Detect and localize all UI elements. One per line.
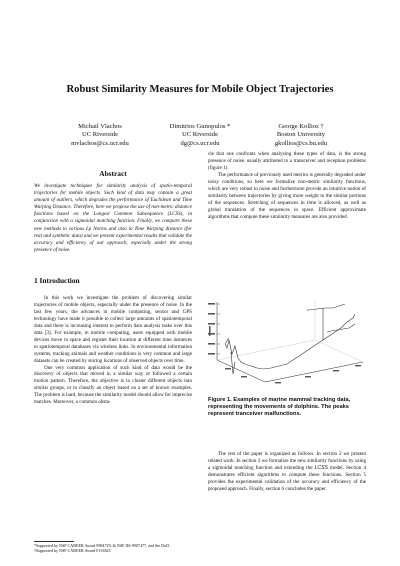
author-email: dg@cs.ucr.edu — [180, 139, 220, 147]
right-column-top — [208, 151, 366, 221]
author-email: gkollios@cs.bu.edu — [274, 139, 328, 147]
z-ticks — [217, 304, 220, 354]
trajectory-plot — [205, 296, 367, 388]
introduction-text — [34, 295, 192, 406]
author-affiliation: UC Riverside — [81, 131, 119, 139]
footnote-2: †Supported by NSF CAREER Award 0133825 — [34, 548, 111, 554]
introduction-heading: 1 Introduction — [34, 276, 80, 285]
intro-paragraph-1: In this work we investigate the problem of discovering similar trajectories of mobile objects, especially under the presence of noise. In the last few years, the advances in mobile computing, sensor and GPS technology have made it possible to collect large amounts of spatiotemporal data and there is increasing interest to perform data analysis tasks over this data [3]. For example, in mobile computing, users equipped with mobile devices move in space and register their location at different time instances to spatiotemporal databases via wireless links. In environmental information systems, tracking animals and weather conditions is very common and large datasets can be created by storing locations of observed objects over time. — [34, 295, 192, 364]
author-3 — [253, 123, 349, 148]
author-name: Dimitrios Gunopulos * — [169, 123, 231, 130]
abstract-heading: Abstract — [99, 169, 127, 178]
author-1 — [52, 123, 148, 148]
footnote-rule — [34, 541, 74, 542]
dolphin-track — [225, 304, 355, 374]
paper-title: Robust Similarity Measures for Mobile Object Trajectories — [66, 84, 334, 95]
organization-text-1: The rest of the paper is organized as follows. In section 2 we present related work. In section 3 we formalize the new similarity functions by using a sigmoidal matching function and extending the — [208, 451, 366, 471]
lcss-term: LCSS — [314, 464, 328, 471]
axis-label-marks — [209, 326, 211, 336]
right-paragraph-2: The performance of previously used metrics is generally degraded under noisy conditions, so here we formalize non-metric similarity functions, which are very robust to noise and furthermore provide an intuitive notion of similarity between trajectories by giving more weight to the similar portions of the sequences. Stretching of sequences in time is allowed, as well as global translation of the sequences in space. Efficient approximate algorithms that compute these similarity measures are also provided. — [208, 171, 366, 220]
plot-box — [217, 300, 363, 382]
organization-text-2: model. Section 4 demonstrates efficient algorithms to compute these functions. Section 5 provides the experimental validation of the accuracy and efficiency of the proposed approach. Finally, section 6 concludes the paper. — [208, 464, 366, 492]
figure-caption: Figure 1. Examples of marine mammal tracking data, representing the movements of dolphins. The peaks represent tranceiver malfunctions. — [208, 397, 351, 417]
author-email: mvlachos@cs.ucr.edu — [71, 139, 129, 147]
author-2 — [147, 123, 253, 148]
figure-1 — [205, 296, 367, 388]
tick-label-marks — [208, 303, 361, 383]
intro-paragraph-2: One very common application of such kind of data would be the discovery of objects that moved in a similar way or followed a certain motion pattern. Therefore, the objective is to cluster different objects into similar groups, or to classify an object based on a set of known examples. The problem is hard, because the similarity model should allow for imprecise matches. Moreover, a common obsta- — [34, 364, 192, 406]
author-affiliation: Boston University — [276, 131, 326, 139]
author-name: George Kollios † — [278, 123, 324, 130]
right-column-bottom — [208, 451, 366, 493]
right-paragraph-1: cle that one confronts when analyzing these types of data, is the strong presence of noise, usually attributed to a transceiver and reception problems (figure 1). — [208, 151, 366, 171]
abstract-text: We investigate techniques for similarity analysis of spatio-temporal trajectories for mobile objects. Such kind of data may contain a great amount of outliers, which degrades the performance of Euclidean and Time Warping Distance. Therefore, here we propose the use of non-metric distance functions based on the Longest Common Subsequence (LCSS), in conjunction with a sigmoidal matching function. Finally, we compare these new methods to various Lp Norms and also to Time Warping distance (for real and synthetic data) and we present experimental results that validate the accuracy and efficiency of our approach, especially under the strong presence of noise. — [34, 183, 192, 253]
organization-paragraph — [208, 451, 366, 493]
footnotes — [34, 543, 192, 554]
author-affiliation: UC Riverside — [181, 131, 219, 139]
author-name: Michail Vlachos — [78, 123, 122, 130]
footnote-1: *Supported by NSF CAREER Award 9984729, & NSF IIS-9907477, and the DoD. — [34, 543, 171, 548]
